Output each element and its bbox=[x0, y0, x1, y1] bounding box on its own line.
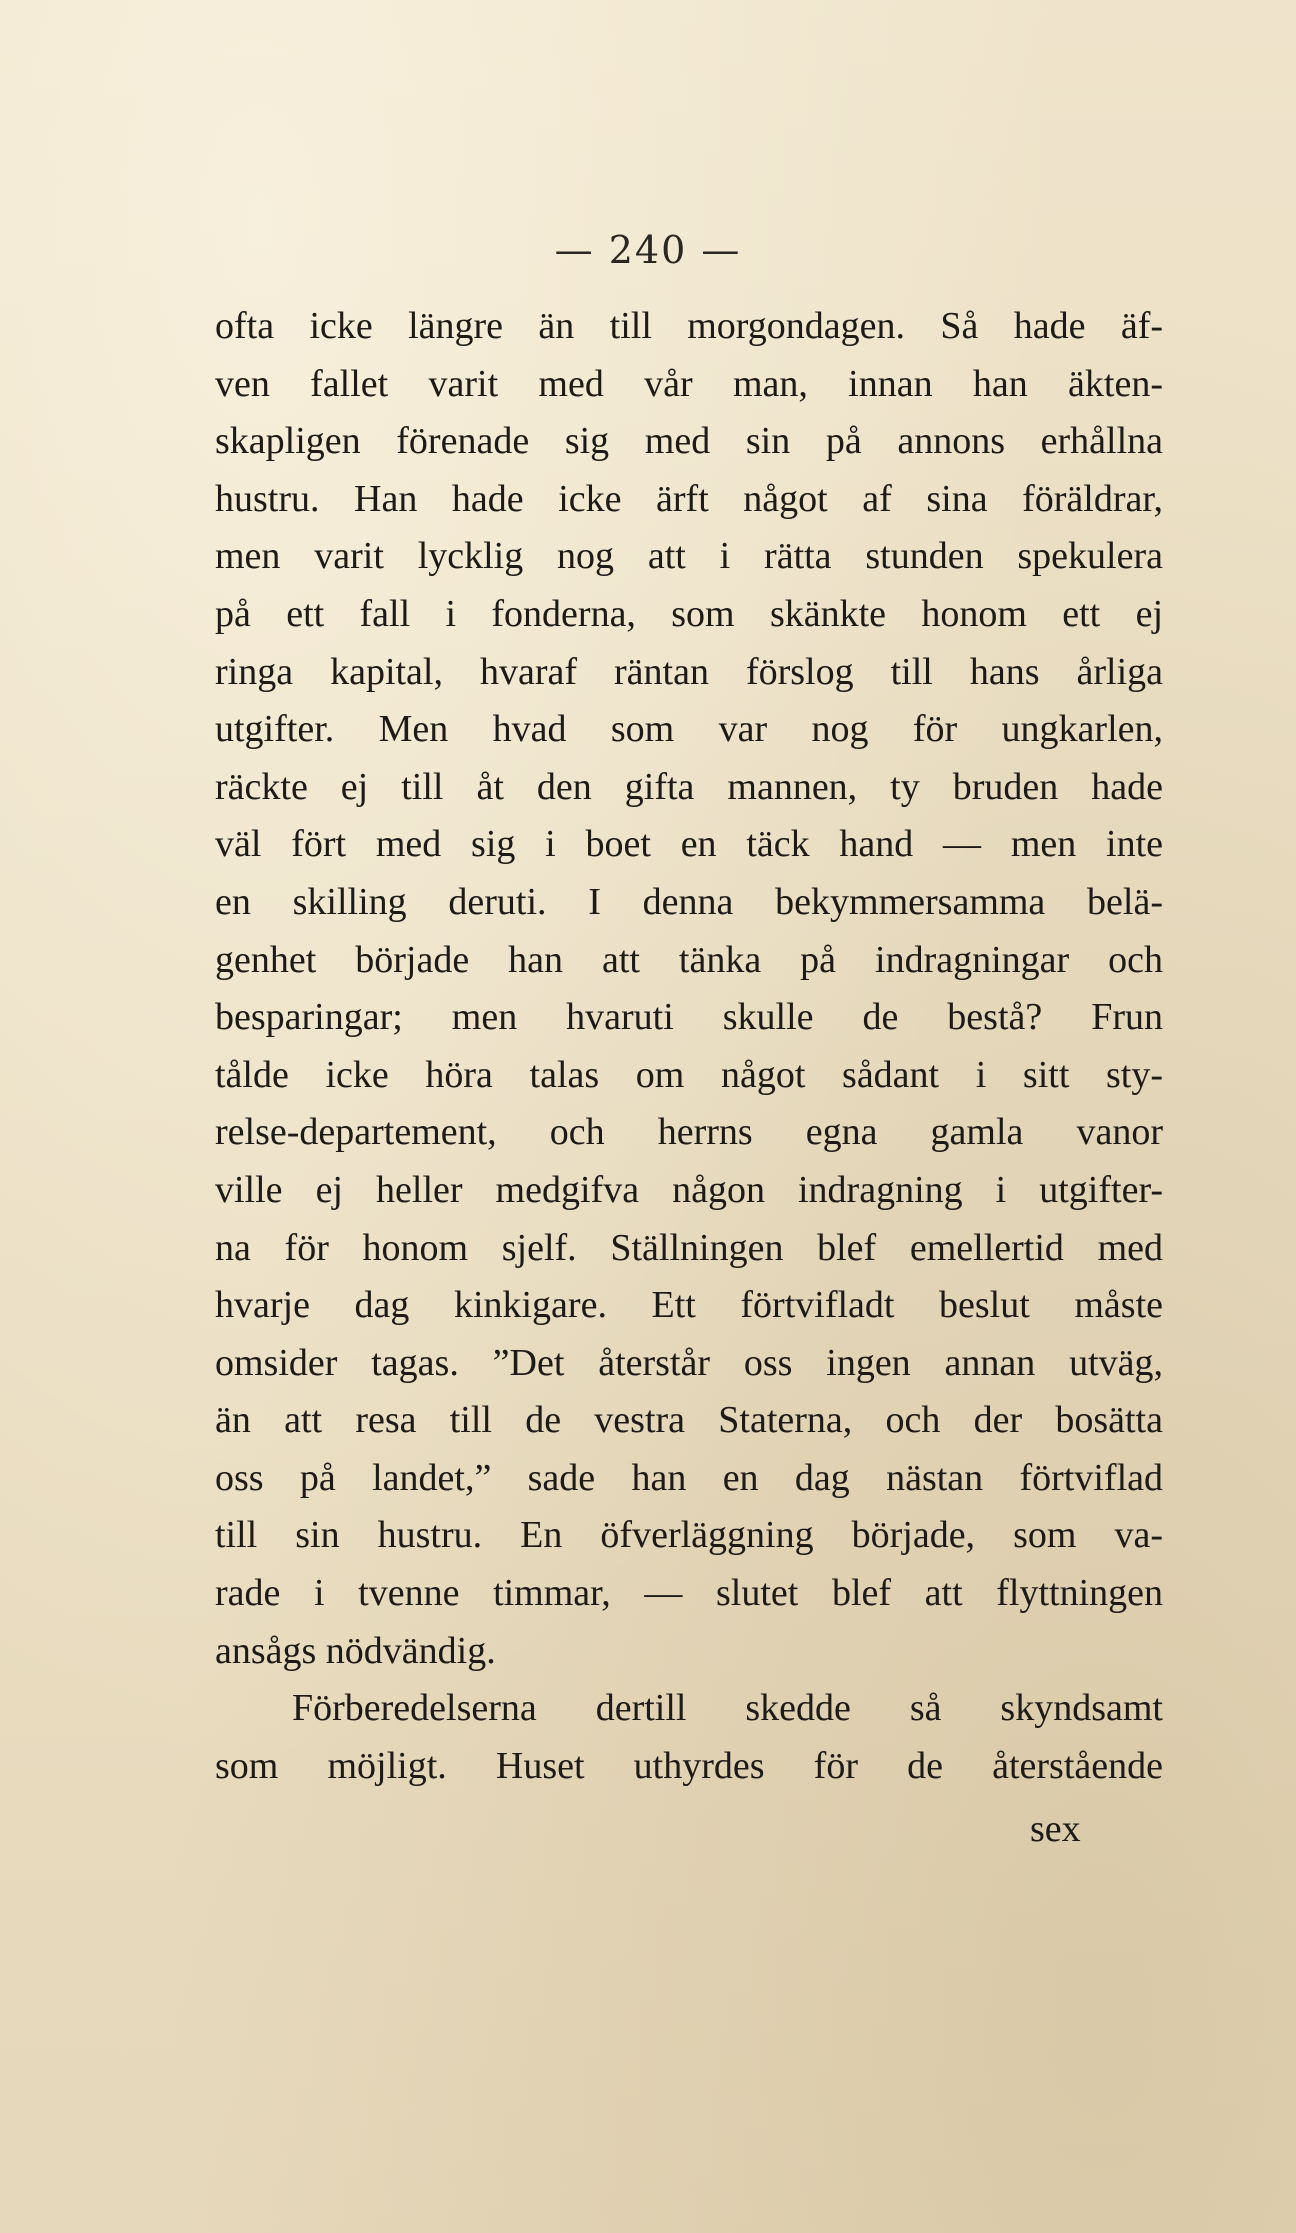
text-line: hvarje dag kinkigare. Ett förtvifladt beslut måste bbox=[215, 1284, 1163, 1327]
text-line: genhet började han att tänka på indragningar och bbox=[215, 938, 1163, 981]
catchword: sex bbox=[1030, 1808, 1081, 1850]
text-line: oss på landet,” sade han en dag nästan förtviflad bbox=[215, 1456, 1163, 1499]
text-line: men varit lycklig nog att i rätta stunden spekulera bbox=[215, 535, 1163, 578]
text-line: än att resa till de vestra Staterna, och der bosätta bbox=[215, 1399, 1163, 1442]
paragraph-end-line: ansågs nödvändig. bbox=[215, 1629, 496, 1672]
body-text bbox=[215, 298, 1163, 1795]
text-line: som möjligt. Huset uthyrdes för de återstående bbox=[215, 1744, 1163, 1787]
text-line: besparingar; men hvaruti skulle de bestå? Frun bbox=[215, 996, 1163, 1039]
text-line: relse-departement, och herrns egna gamla vanor bbox=[215, 1111, 1163, 1154]
text-line: till sin hustru. En öfverläggning började, som va- bbox=[215, 1514, 1163, 1557]
text-line: na för honom sjelf. Ställningen blef emellertid med bbox=[215, 1226, 1163, 1269]
text-line: på ett fall i fonderna, som skänkte honom ett ej bbox=[215, 592, 1163, 635]
text-line: omsider tagas. ”Det återstår oss ingen annan utväg, bbox=[215, 1341, 1163, 1384]
text-line: skapligen förenade sig med sin på annons erhållna bbox=[215, 420, 1163, 463]
text-line: ringa kapital, hvaraf räntan förslog till hans årliga bbox=[215, 650, 1163, 693]
text-line: ofta icke längre än till morgondagen. Så hade äf- bbox=[215, 305, 1163, 347]
paragraph-start-line: Förberedelserna dertill skedde så skyndsamt bbox=[292, 1687, 1163, 1730]
text-line: utgifter. Men hvad som var nog för ungkarlen, bbox=[215, 708, 1163, 751]
text-line: hustru. Han hade icke ärft något af sina föräldrar, bbox=[215, 477, 1163, 520]
text-line: ville ej heller medgifva någon indragning i utgifter- bbox=[215, 1168, 1163, 1211]
page-number: — 240 — bbox=[554, 228, 742, 272]
text-line: tålde icke höra talas om något sådant i sitt sty- bbox=[215, 1053, 1163, 1096]
text-line: en skilling deruti. I denna bekymmersamma belä- bbox=[215, 880, 1163, 923]
text-line: räckte ej till åt den gifta mannen, ty bruden hade bbox=[215, 765, 1163, 808]
text-line: väl fört med sig i boet en täck hand — men inte bbox=[215, 823, 1163, 866]
text-line: rade i tvenne timmar, — slutet blef att flyttningen bbox=[215, 1572, 1163, 1615]
text-line: ven fallet varit med vår man, innan han äkten- bbox=[215, 362, 1163, 405]
